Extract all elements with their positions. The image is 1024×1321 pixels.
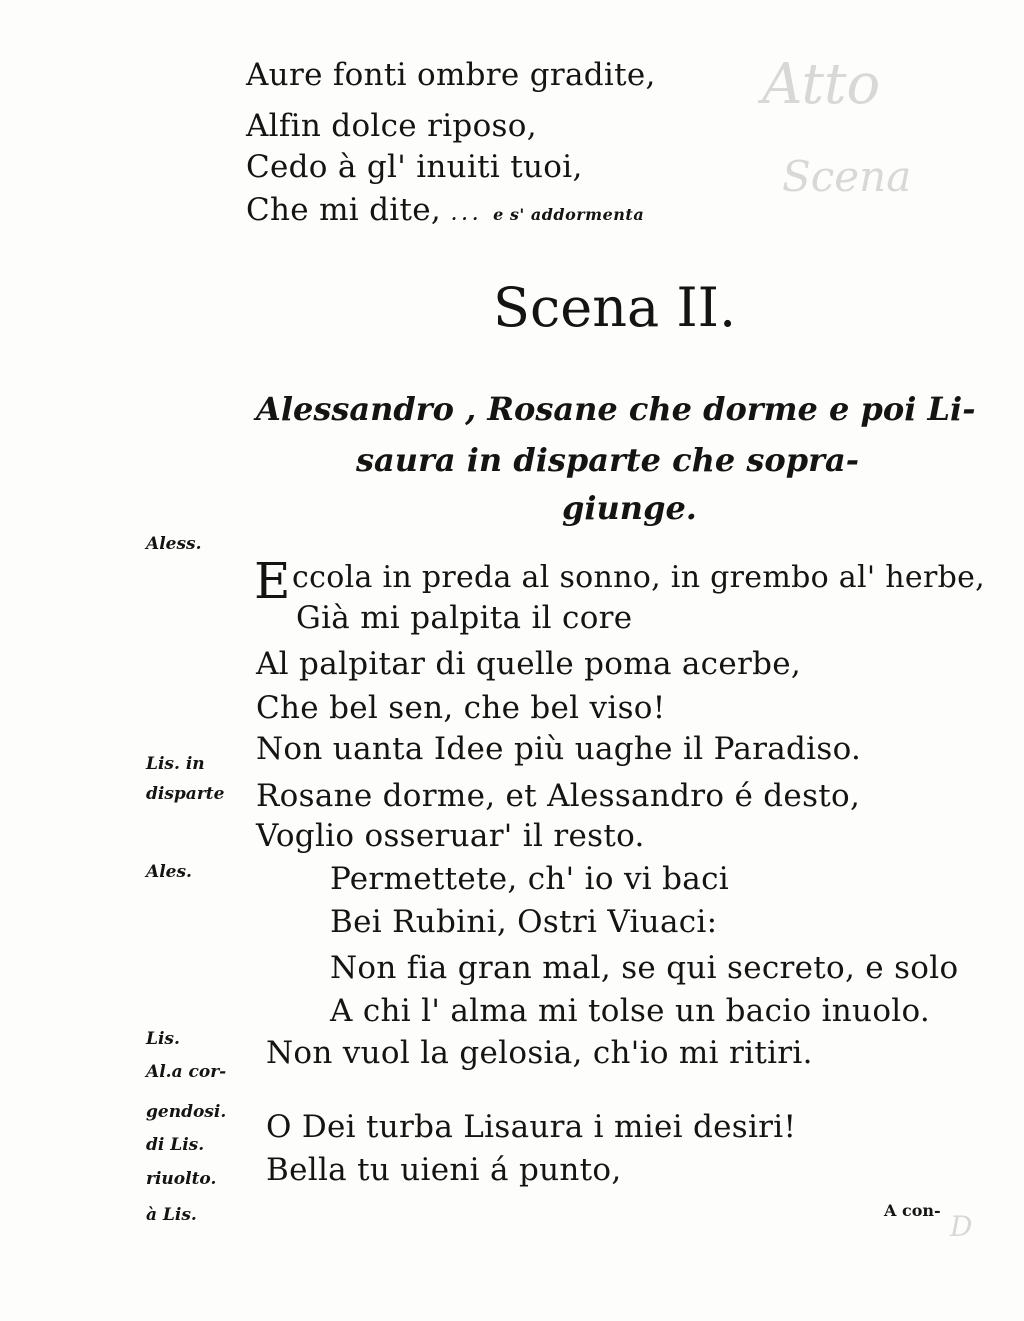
speaker-note: Al.a cor- bbox=[146, 1062, 227, 1082]
verse-line bbox=[246, 192, 645, 228]
ellipsis: ... bbox=[451, 205, 483, 224]
verse-line: Voglio osseruar' il resto. bbox=[256, 818, 645, 854]
speaker-note: Ales. bbox=[146, 862, 192, 882]
verse-line: A chi l' alma mi tolse un bacio inuolo. bbox=[330, 993, 931, 1029]
scene-heading-line: giunge. bbox=[562, 489, 697, 527]
speaker-note: gendosi. bbox=[146, 1102, 227, 1122]
verse-line: Cedo à gl' inuiti tuoi, bbox=[246, 149, 583, 185]
verse-line: Bella tu uieni á punto, bbox=[266, 1152, 622, 1188]
verse-line: Non vuol la gelosia, ch'io mi ritiri. bbox=[266, 1035, 813, 1071]
verse-line: Aure fonti ombre gradite, bbox=[246, 57, 656, 93]
bleed-through-word: Atto bbox=[762, 52, 881, 117]
speaker-note: à Lis. bbox=[146, 1205, 197, 1225]
drop-cap: E bbox=[254, 552, 291, 610]
verse-line: Che bel sen, che bel viso! bbox=[256, 690, 666, 726]
verse-line: Al palpitar di quelle poma acerbe, bbox=[256, 646, 802, 682]
speaker-note: Lis. in bbox=[146, 754, 205, 774]
verse-line: Non uanta Idee più uaghe il Paradiso. bbox=[256, 731, 862, 767]
verse-line: Non fia gran mal, se qui secreto, e solo bbox=[330, 950, 959, 986]
speaker-note: riuolto. bbox=[146, 1169, 217, 1189]
scene-heading-line: saura in disparte che sopra- bbox=[356, 441, 859, 479]
speaker-note: disparte bbox=[146, 784, 225, 804]
bleed-through-word: D bbox=[950, 1210, 973, 1243]
verse-line: Permettete, ch' io vi baci bbox=[330, 861, 729, 897]
speaker-note: Aless. bbox=[146, 534, 202, 554]
stage-direction: e s' addormenta bbox=[493, 205, 645, 224]
verse-line: Bei Rubini, Ostri Viuaci: bbox=[330, 904, 718, 940]
bleed-through-word: Scena bbox=[782, 152, 912, 201]
verse-line: O Dei turba Lisaura i miei desiri! bbox=[266, 1109, 797, 1145]
scene-heading-line: Alessandro , Rosane che dorme e poi Li- bbox=[256, 390, 976, 428]
verse-line: Già mi palpita il core bbox=[296, 600, 633, 636]
speaker-note: Lis. bbox=[146, 1029, 180, 1049]
verse-line: ccola in preda al sonno, in grembo al' herbe, bbox=[292, 560, 985, 595]
speaker-note: di Lis. bbox=[146, 1135, 205, 1155]
verse-line: Alfin dolce riposo, bbox=[246, 108, 537, 144]
verse-line: Rosane dorme, et Alessandro é desto, bbox=[256, 778, 861, 814]
verse-text: Che mi dite, bbox=[246, 192, 442, 228]
catchword: A con- bbox=[884, 1201, 941, 1220]
scene-title: Scena II. bbox=[493, 276, 737, 339]
